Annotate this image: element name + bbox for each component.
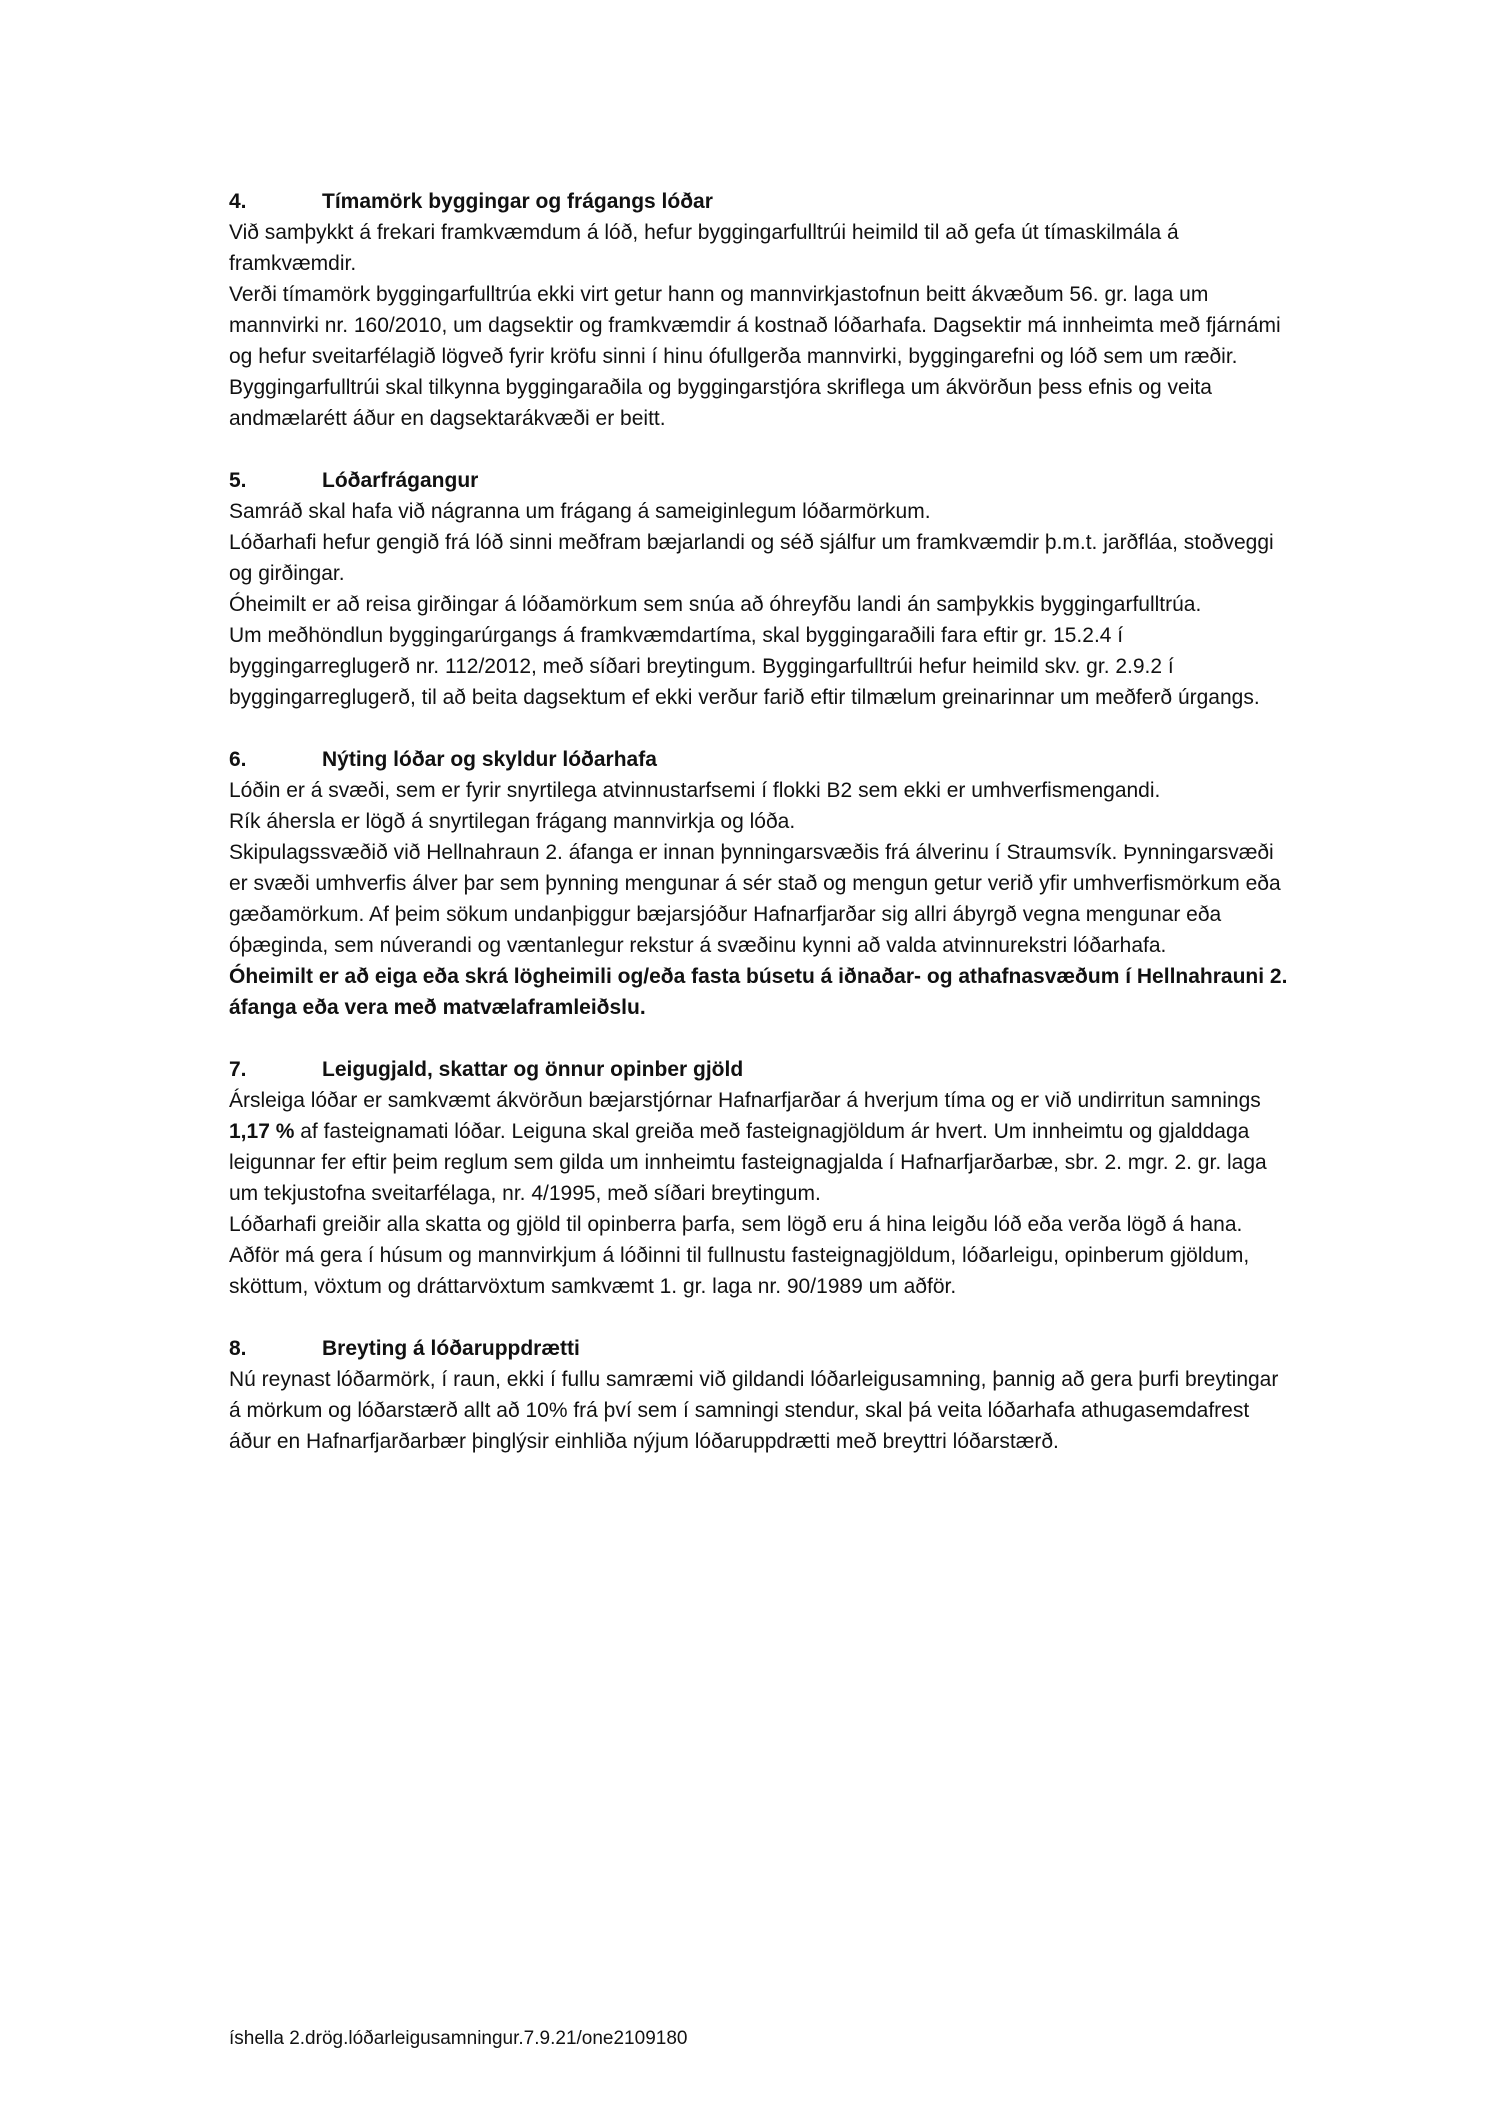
section-8 <box>229 1333 1289 1457</box>
rate-value: 1,17 % <box>229 1120 295 1143</box>
section-6 <box>229 744 1289 1023</box>
section-number: 5. <box>229 469 247 492</box>
paragraph: Lóðarhafi greiðir alla skatta og gjöld til opinberra þarfa, sem lögð eru á hina leigðu lóð eða verða lögð á hana. <box>229 1213 1243 1236</box>
section-title: Leigugjald, skattar og önnur opinber gjöld <box>322 1058 744 1081</box>
section-title: Breyting á lóðaruppdrætti <box>322 1337 580 1360</box>
document-page <box>229 186 1289 1488</box>
section-heading <box>229 186 1289 217</box>
section-title: Tímamörk byggingar og frágangs lóðar <box>322 190 713 213</box>
paragraph: Lóðin er á svæði, sem er fyrir snyrtilega atvinnustarfsemi í flokki B2 sem ekki er umhverfismengandi. <box>229 779 1161 802</box>
paragraph: Samráð skal hafa við nágranna um frágang á sameiginlegum lóðarmörkum. <box>229 500 931 523</box>
paragraph: Rík áhersla er lögð á snyrtilegan frágang mannvirkja og lóða. <box>229 810 796 833</box>
paragraph: Verði tímamörk byggingarfulltrúa ekki virt getur hann og mannvirkjastofnun beitt ákvæðum 56. gr. laga um mannvirki nr. 160/2010, um dagsektir og framkvæmdir á kostnað lóðarhafa. Dagsektir má innheimta með fjárnámi og hefur sveitarfélagið lögveð fyrir kröfu sinni í hinu ófullgerða mannvirki, byggingarefni og lóð sem um ræðir. Byggingarfulltrúi skal tilkynna byggingaraðila og byggingarstjóra skriflega um ákvörðun þess efnis og veita andmælarétt áður en dagsektarákvæði er beitt. <box>229 283 1281 430</box>
paragraph: Nú reynast lóðarmörk, í raun, ekki í fullu samræmi við gildandi lóðarleigusamning, þannig að gera þurfi breytingar á mörkum og lóðarstærð allt að 10% frá því sem í samningi stendur, skal þá veita lóðarhafa athugasemdafrest áður en Hafnarfjarðarbær þinglýsir einhliða nýjum lóðaruppdrætti með breyttri lóðarstærð. <box>229 1368 1279 1453</box>
section-title: Nýting lóðar og skyldur lóðarhafa <box>322 748 657 771</box>
section-heading <box>229 465 1289 496</box>
section-title: Lóðarfrágangur <box>322 469 479 492</box>
bold-paragraph: Óheimilt er að eiga eða skrá lögheimili og/eða fasta búsetu á iðnaðar- og athafnasvæðum í Hellnahrauni 2. áfanga eða vera með matvælaframleiðslu. <box>229 965 1288 1019</box>
section-number: 8. <box>229 1337 247 1360</box>
paragraph: Lóðarhafi hefur gengið frá lóð sinni meðfram bæjarlandi og séð sjálfur um framkvæmdir þ.m.t. jarðfláa, stoðveggi og girðingar. <box>229 531 1274 585</box>
section-number: 4. <box>229 190 247 213</box>
paragraph: Óheimilt er að reisa girðingar á lóðamörkum sem snúa að óhreyfðu landi án samþykkis byggingarfulltrúa. <box>229 593 1202 616</box>
paragraph: Um meðhöndlun byggingarúrgangs á framkvæmdartíma, skal byggingaraðili fara eftir gr. 15.2.4 í byggingarreglugerð nr. 112/2012, með síðari breytingum. Byggingarfulltrúi hefur heimild skv. gr. 2.9.2 í byggingarreglugerð, til að beita dagsektum ef ekki verður farið eftir tilmælum greinarinnar um meðferð úrgangs. <box>229 624 1260 709</box>
section-number: 7. <box>229 1058 247 1081</box>
paragraph: Aðför má gera í húsum og mannvirkjum á lóðinni til fullnustu fasteignagjöldum, lóðarleigu, opinberum gjöldum, sköttum, vöxtum og dráttarvöxtum samkvæmt 1. gr. laga nr. 90/1989 um aðför. <box>229 1244 1250 1298</box>
section-5 <box>229 465 1289 713</box>
section-4 <box>229 186 1289 434</box>
text-run: af fasteignamati lóðar. Leiguna skal greiða með fasteignagjöldum ár hvert. Um innheimtu og gjalddaga leigunnar fer eftir þeim reglum sem gilda um innheimtu fasteignagjalda í Hafnarfjarðarbæ, sbr. 2. mgr. 2. gr. laga um tekjustofna sveitarfélaga, nr. 4/1995, með síðari breytingum. <box>229 1120 1267 1205</box>
section-number: 6. <box>229 748 247 771</box>
section-7 <box>229 1054 1289 1302</box>
paragraph: Skipulagssvæðið við Hellnahraun 2. áfanga er innan þynningarsvæðis frá álverinu í Straumsvík. Þynningarsvæði er svæði umhverfis álver þar sem þynning mengunar á sér stað og mengun getur verið yfir umhverfismörkum eða gæðamörkum. Af þeim sökum undanþiggur bæjarsjóður Hafnarfjarðar sig allri ábyrgð vegna mengunar eða óþæginda, sem núverandi og væntanlegur rekstur á svæðinu kynni að valda atvinnurekstri lóðarhafa. <box>229 841 1281 957</box>
paragraph: Við samþykkt á frekari framkvæmdum á lóð, hefur byggingarfulltrúi heimild til að gefa út tímaskilmála á framkvæmdir. <box>229 221 1179 275</box>
text-run: Ársleiga lóðar er samkvæmt ákvörðun bæjarstjórnar Hafnarfjarðar á hverjum tíma og er við undirritun samnings <box>229 1089 1261 1112</box>
page-footer: íshella 2.drög.lóðarleigusamningur.7.9.21/one2109180 <box>229 2028 688 2049</box>
section-heading <box>229 1054 1289 1085</box>
section-heading <box>229 1333 1289 1364</box>
paragraph <box>229 1085 1289 1209</box>
section-heading <box>229 744 1289 775</box>
